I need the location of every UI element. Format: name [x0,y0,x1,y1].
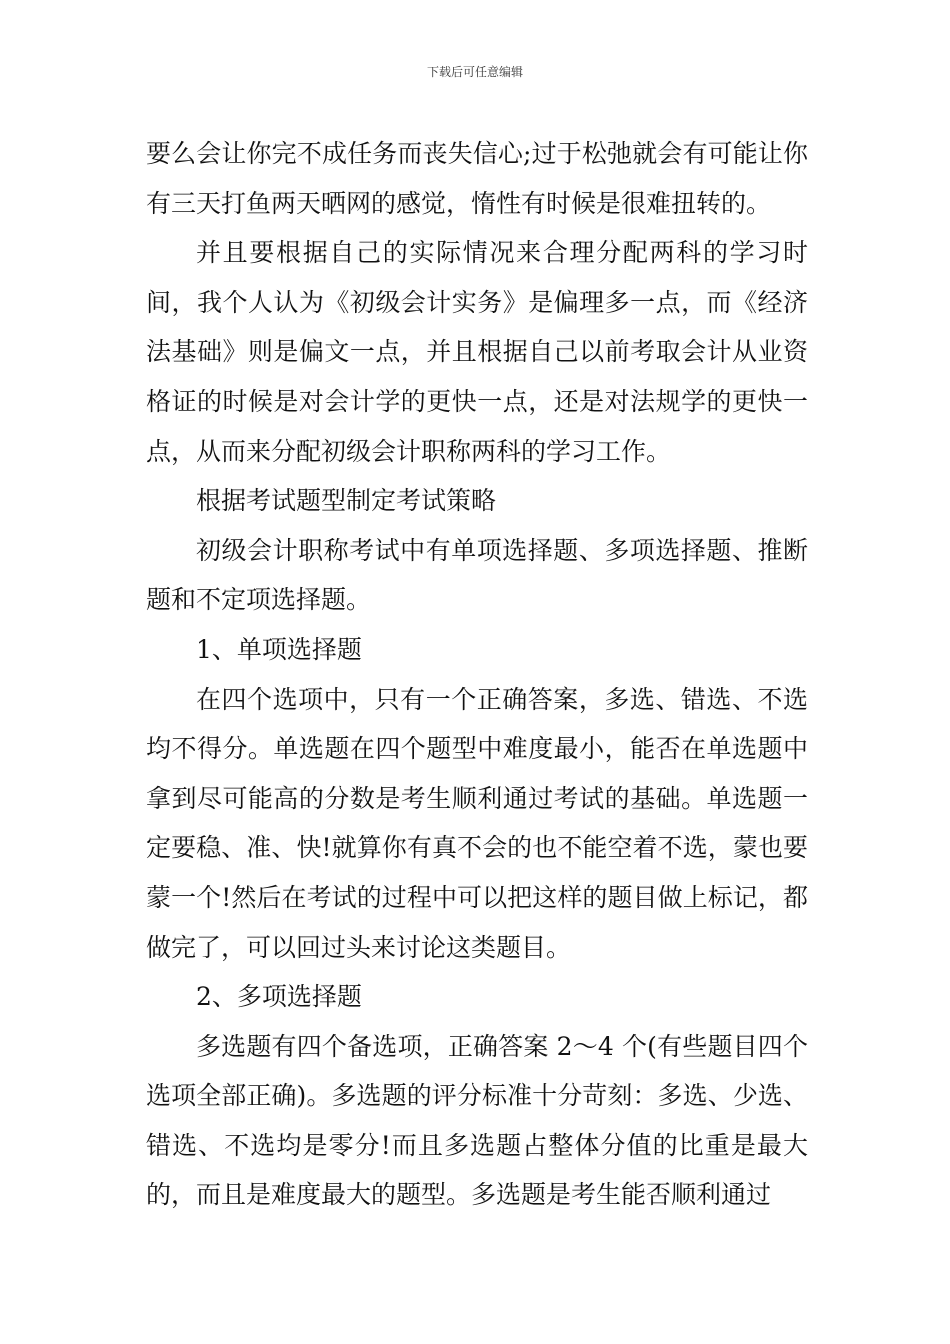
page-header: 下载后可任意编辑 [426,65,523,79]
paragraph: 并且要根据自己的实际情况来合理分配两科的学习时间，我个人认为《初级会计实务》是偏理多一点，而《经济法基础》则是偏文一点，并且根据自己以前考取会计从业资格证的时候是对会计学的更快一点，还是对法规学的更快一点，从而来分配初级会计职称两科的学习工作。 [146,238,808,466]
paragraph: 多选题有四个备选项，正确答案 2～4 个(有些题目四个选项全部正确)。多选题的评分标准十分苛刻：多选、少选、错选、不选均是零分!而且多选题占整体分值的比重是最大的，而且是难度最大的题型。多选题是考生能否顺利通过 [146,1031,808,1210]
subsection-heading: 2、多项选择题 [196,982,362,1012]
paragraph: 初级会计职称考试中有单项选择题、多项选择题、推断题和不定项选择题。 [146,535,808,615]
paragraph: 要么会让你完不成任务而丧失信心;过于松弛就会有可能让你有三天打鱼两天晒网的感觉，惰性有时候是很难扭转的。 [146,139,808,218]
subsection-heading: 1、单项选择题 [196,634,362,664]
document-body [146,129,808,1220]
section-heading: 根据考试题型制定考试策略 [196,486,497,516]
paragraph: 在四个选项中，只有一个正确答案，多选、错选、不选均不得分。单选题在四个题型中难度最小，能否在单选题中拿到尽可能高的分数是考生顺利通过考试的基础。单选题一定要稳、准、快!就算你有真不会的也不能空着不选，蒙也要蒙一个!然后在考试的过程中可以把这样的题目做上标记，都做完了，可以回过头来讨论这类题目。 [146,684,808,962]
